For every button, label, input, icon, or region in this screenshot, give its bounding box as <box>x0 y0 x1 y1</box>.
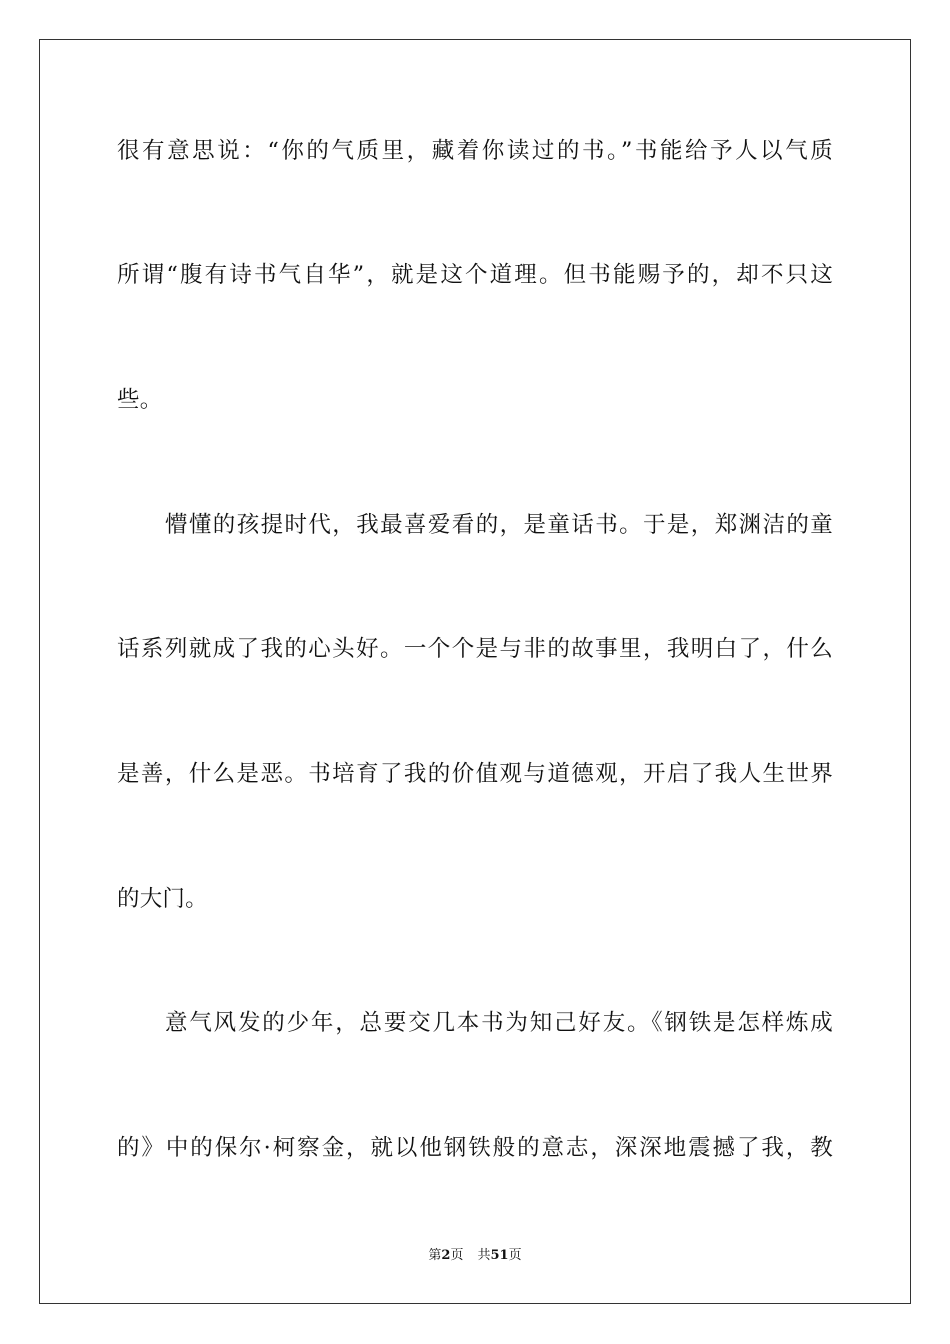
total-pages: 51 <box>490 1248 509 1263</box>
paragraph-start-line-8: 意气风发的少年，总要交几本书为知己好友。《钢铁是怎样炼成 <box>165 1010 833 1036</box>
text-line-7: 的大门。 <box>117 886 208 912</box>
text-line-9: 的》中的保尔·柯察金，就以他钢铁般的意志，深深地震撼了我，教 <box>117 1135 833 1161</box>
page-number: 2 <box>441 1248 451 1263</box>
page-border <box>39 39 911 1304</box>
page-prefix: 第 <box>428 1248 442 1263</box>
page-footer <box>0 1247 950 1265</box>
text-line-3: 些。 <box>117 387 163 413</box>
text-line-1: 很有意思说：“你的气质里，藏着你读过的书。”书能给予人以气质 <box>117 138 833 164</box>
total-suffix: 页 <box>508 1248 522 1263</box>
page-suffix: 页 <box>450 1248 464 1263</box>
total-prefix: 共 <box>477 1248 491 1263</box>
paragraph-start-line-4: 懵懂的孩提时代，我最喜爱看的，是童话书。于是，郑渊洁的童 <box>165 512 833 538</box>
text-line-5: 话系列就成了我的心头好。一个个是与非的故事里，我明白了，什么 <box>117 636 833 662</box>
text-line-2: 所谓“腹有诗书气自华”，就是这个道理。但书能赐予的，却不只这 <box>117 262 833 288</box>
text-line-6: 是善，什么是恶。书培育了我的价值观与道德观，开启了我人生世界 <box>117 761 833 787</box>
